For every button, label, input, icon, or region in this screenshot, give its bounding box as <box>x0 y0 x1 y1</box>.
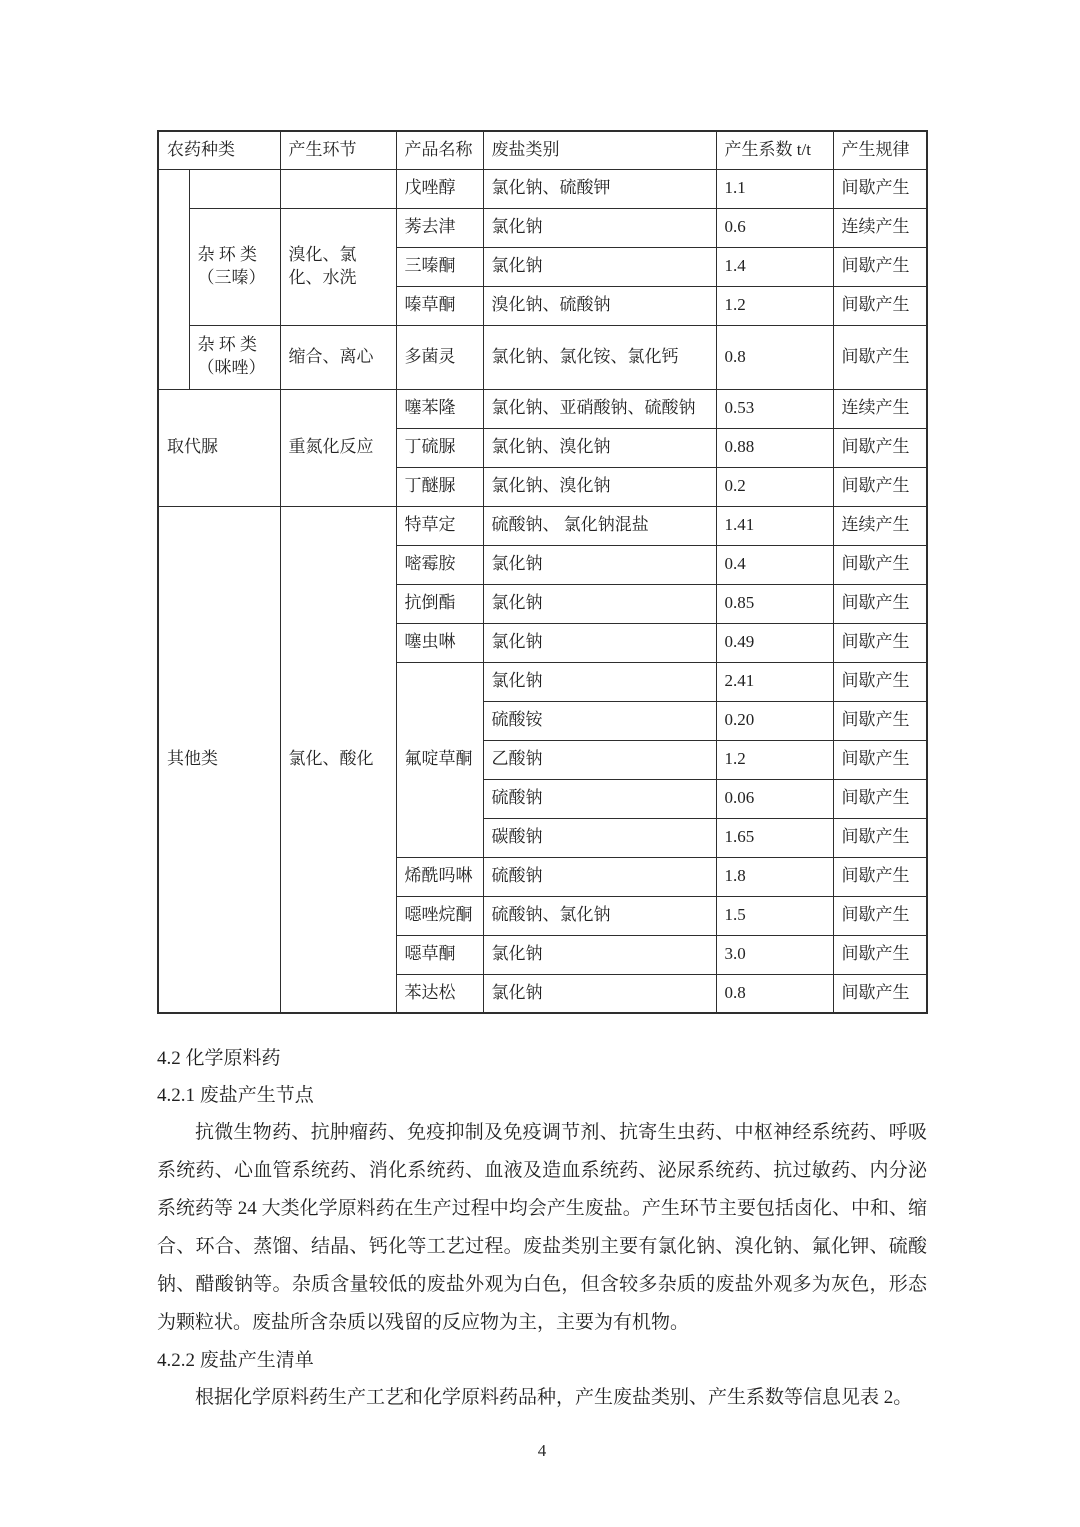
cell-salt: 氯化钠、亚硝酸钠、硫酸钠 <box>483 389 716 428</box>
cell-category-heterocyclic-imidazole: 杂 环 类（咪唑） <box>189 325 280 389</box>
cell-category-substituted-urea: 取代脲 <box>158 389 280 506</box>
cell-coef: 0.06 <box>716 779 833 818</box>
cell-salt: 氯化钠 <box>483 584 716 623</box>
cell-coef: 0.20 <box>716 701 833 740</box>
paragraph-4-2-2: 根据化学原料药生产工艺和化学原料药品种，产生废盐类别、产生系数等信息见表 2。 <box>195 1387 913 1408</box>
cell-product-fluridone: 氟啶草酮 <box>396 662 483 857</box>
cell-pattern: 间歇产生 <box>833 935 927 974</box>
page-number: 4 <box>537 1441 547 1460</box>
cell-salt: 氯化钠 <box>483 935 716 974</box>
cell-salt: 氯化钠 <box>483 974 716 1013</box>
cell-product: 烯酰吗啉 <box>396 857 483 896</box>
cell-salt: 硫酸钠、氯化钠 <box>483 896 716 935</box>
table-header-row <box>158 131 927 169</box>
cell-coef: 1.8 <box>716 857 833 896</box>
cell-coef: 0.2 <box>716 467 833 506</box>
cell-pattern: 间歇产生 <box>833 286 927 325</box>
cell-pattern: 间歇产生 <box>833 974 927 1013</box>
page-content <box>157 130 927 1461</box>
section-heading-4-2-1: 4.2.1 废盐产生节点 <box>157 1085 314 1106</box>
cell-coef: 1.2 <box>716 286 833 325</box>
section-heading-4-2: 4.2 化学原料药 <box>157 1048 281 1069</box>
cell-coef: 1.1 <box>716 169 833 208</box>
cell-salt: 硫酸钠 <box>483 779 716 818</box>
cell-coef: 1.4 <box>716 247 833 286</box>
cell-salt: 氯化钠 <box>483 545 716 584</box>
cell-step-other: 氯化、酸化 <box>280 506 396 1013</box>
cell-coef: 0.88 <box>716 428 833 467</box>
cell-salt: 硫酸铵 <box>483 701 716 740</box>
cell-category-other: 其他类 <box>158 506 280 1013</box>
cell-step-triazine: 溴化、氯化、水洗 <box>280 208 396 325</box>
cell-pattern: 间歇产生 <box>833 428 927 467</box>
cell-product: 丁硫脲 <box>396 428 483 467</box>
cell-pattern: 间歇产生 <box>833 662 927 701</box>
cell-coef: 0.53 <box>716 389 833 428</box>
cell-step-empty <box>280 169 396 208</box>
cell-pattern: 间歇产生 <box>833 623 927 662</box>
table-row <box>158 325 927 389</box>
col-header-step: 产生环节 <box>280 131 396 169</box>
cell-salt: 氯化钠 <box>483 247 716 286</box>
cell-coef: 0.8 <box>716 325 833 389</box>
cell-category-empty <box>189 169 280 208</box>
cell-pattern: 间歇产生 <box>833 545 927 584</box>
cell-salt: 氯化钠 <box>483 662 716 701</box>
pesticide-waste-salt-table <box>157 130 928 1014</box>
cell-pattern: 连续产生 <box>833 389 927 428</box>
cell-product: 戊唑醇 <box>396 169 483 208</box>
cell-product: 抗倒酯 <box>396 584 483 623</box>
cell-product: 苯达松 <box>396 974 483 1013</box>
cell-product: 嘧霉胺 <box>396 545 483 584</box>
cell-salt: 硫酸钠、 氯化钠混盐 <box>483 506 716 545</box>
paragraph-4-2-1: 抗微生物药、抗肿瘤药、免疫抑制及免疫调节剂、抗寄生虫药、中枢神经系统药、呼吸系统药、心血管系统药、消化系统药、血液及造血系统药、泌尿系统药、抗过敏药、内分泌系统药等 24 大类化学原料药在生产过程中均会产生废盐。产生环节主要包括卤化、中和、缩合、环合、蒸馏、结晶、钙化等工艺过程。废盐类别主要有氯化钠、溴化钠、氟化钾、硫酸钠、醋酸钠等。杂质含量较低的废盐外观为白色，但含较多杂质的废盐外观多为灰色，形态为颗粒状。废盐所含杂质以残留的反应物为主，主要为有机物。 <box>157 1122 927 1333</box>
table-row <box>158 208 927 247</box>
cell-pattern: 间歇产生 <box>833 584 927 623</box>
cell-category-heterocyclic-triazine: 杂 环 类（三嗪） <box>189 208 280 325</box>
cell-pattern: 间歇产生 <box>833 740 927 779</box>
cell-coef: 0.85 <box>716 584 833 623</box>
cell-coef: 1.2 <box>716 740 833 779</box>
cell-pattern: 间歇产生 <box>833 779 927 818</box>
cell-step-urea: 重氮化反应 <box>280 389 396 506</box>
cell-coef: 0.4 <box>716 545 833 584</box>
cell-salt: 碳酸钠 <box>483 818 716 857</box>
cell-product: 噁唑烷酮 <box>396 896 483 935</box>
col-header-salt: 废盐类别 <box>483 131 716 169</box>
cell-pattern: 间歇产生 <box>833 467 927 506</box>
cell-pattern: 间歇产生 <box>833 857 927 896</box>
cell-pattern: 间歇产生 <box>833 169 927 208</box>
cell-coef: 0.6 <box>716 208 833 247</box>
cell-product: 特草定 <box>396 506 483 545</box>
cell-coef: 2.41 <box>716 662 833 701</box>
cell-pattern: 间歇产生 <box>833 896 927 935</box>
cell-pattern: 间歇产生 <box>833 818 927 857</box>
cell-step-imidazole: 缩合、离心 <box>280 325 396 389</box>
cell-pattern: 连续产生 <box>833 208 927 247</box>
cell-product: 多菌灵 <box>396 325 483 389</box>
cell-pattern: 间歇产生 <box>833 701 927 740</box>
cell-pattern: 连续产生 <box>833 506 927 545</box>
cell-salt: 氯化钠、氯化铵、氯化钙 <box>483 325 716 389</box>
col-header-product: 产品名称 <box>396 131 483 169</box>
cell-salt: 溴化钠、硫酸钠 <box>483 286 716 325</box>
cell-pattern: 间歇产生 <box>833 325 927 389</box>
cell-product: 三嗪酮 <box>396 247 483 286</box>
cell-product: 丁醚脲 <box>396 467 483 506</box>
col-header-coef: 产生系数 t/t <box>716 131 833 169</box>
cell-coef: 1.41 <box>716 506 833 545</box>
table-row <box>158 169 927 208</box>
cell-coef: 3.0 <box>716 935 833 974</box>
cell-salt: 氯化钠 <box>483 208 716 247</box>
section-heading-4-2-2: 4.2.2 废盐产生清单 <box>157 1350 314 1371</box>
cell-coef: 1.65 <box>716 818 833 857</box>
col-header-pattern: 产生规律 <box>833 131 927 169</box>
cell-product: 嗪草酮 <box>396 286 483 325</box>
cell-category-strip-empty <box>158 169 189 389</box>
cell-product: 噁草酮 <box>396 935 483 974</box>
cell-salt: 氯化钠、溴化钠 <box>483 467 716 506</box>
table-row <box>158 389 927 428</box>
cell-salt: 乙酸钠 <box>483 740 716 779</box>
cell-coef: 0.8 <box>716 974 833 1013</box>
cell-salt: 氯化钠、溴化钠 <box>483 428 716 467</box>
cell-pattern: 间歇产生 <box>833 247 927 286</box>
cell-coef: 1.5 <box>716 896 833 935</box>
cell-salt: 氯化钠、硫酸钾 <box>483 169 716 208</box>
cell-product: 莠去津 <box>396 208 483 247</box>
cell-product: 噻虫啉 <box>396 623 483 662</box>
table-row <box>158 506 927 545</box>
cell-salt: 氯化钠 <box>483 623 716 662</box>
cell-coef: 0.49 <box>716 623 833 662</box>
cell-salt: 硫酸钠 <box>483 857 716 896</box>
cell-product: 噻苯隆 <box>396 389 483 428</box>
col-header-category: 农药种类 <box>158 131 280 169</box>
